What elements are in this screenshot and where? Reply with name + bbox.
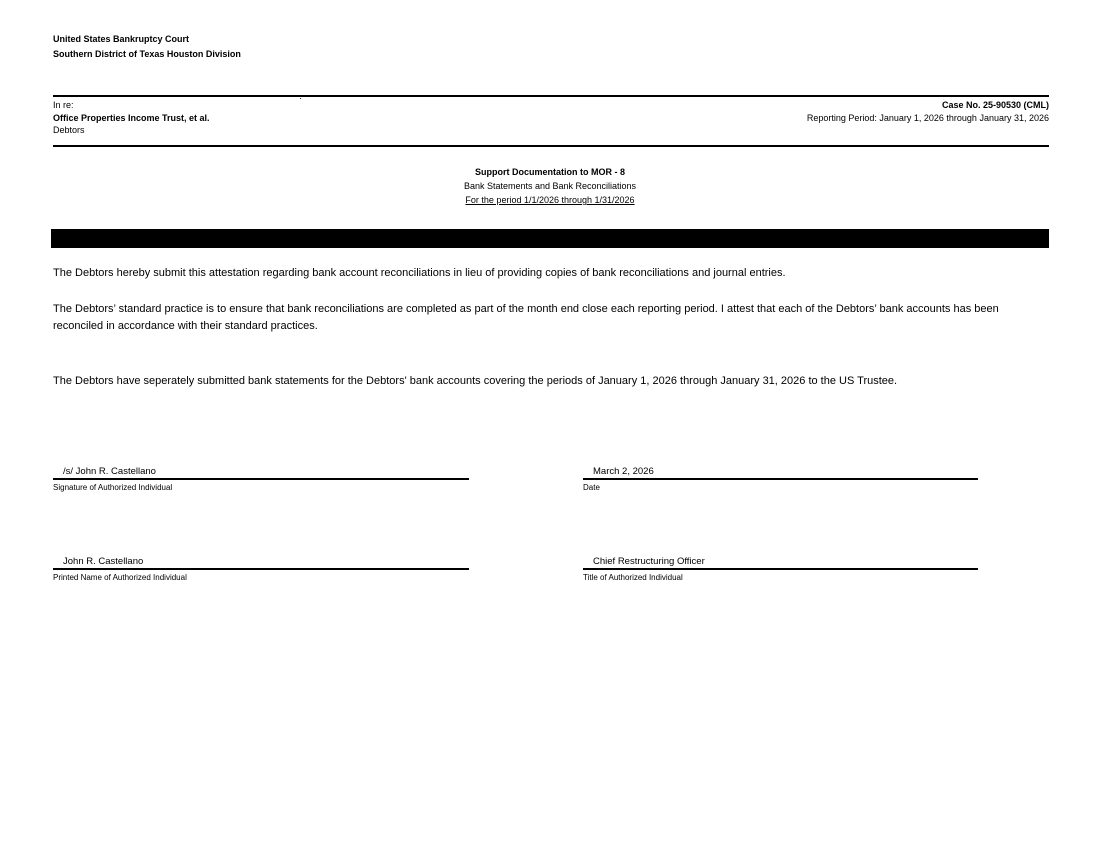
date-value: March 2, 2026 (593, 466, 654, 477)
date-line (583, 478, 978, 480)
support-period: For the period 1/1/2026 through 1/31/2026 (465, 195, 635, 205)
court-name: United States Bankruptcy Court (53, 34, 190, 44)
debtors-label: Debtors (53, 125, 85, 135)
signature-field (53, 466, 469, 493)
support-title-block (0, 165, 1097, 207)
title-value: Chief Restructuring Officer (593, 556, 705, 567)
stray-dot (300, 98, 301, 99)
support-title: Support Documentation to MOR - 8 (475, 167, 625, 177)
header-bottom-rule (53, 145, 1049, 147)
attestation-paragraph-1: The Debtors hereby submit this attestation regarding bank account reconciliations in lieu of providing copies of bank reconciliations and journal entries. (53, 267, 786, 279)
attestation-paragraph-3: The Debtors have seperately submitted bank statements for the Debtors' bank accounts covering the periods of January 1, 2026 through January 31, 2026 to the US Trustee. (53, 375, 898, 387)
reporting-period: Reporting Period: January 1, 2026 through January 31, 2026 (806, 112, 1049, 123)
header-top-rule (53, 95, 1049, 97)
signature-caption: Signature of Authorized Individual (53, 483, 173, 492)
in-re-label: In re: (53, 100, 74, 110)
printed-name-caption: Printed Name of Authorized Individual (53, 573, 187, 582)
case-caption-left (53, 99, 210, 137)
title-line (583, 568, 978, 570)
printed-name-field (53, 556, 469, 583)
signature-value: /s/ John R. Castellano (63, 466, 156, 477)
printed-name-value: John R. Castellano (63, 556, 144, 567)
case-number: Case No. 25-90530 (CML) (941, 100, 1049, 110)
case-caption-right (807, 99, 1049, 124)
date-field (583, 466, 978, 493)
title-field (583, 556, 978, 583)
printed-name-line (53, 568, 469, 570)
court-division: Southern District of Texas Houston Division (53, 49, 241, 59)
title-caption: Title of Authorized Individual (583, 573, 683, 582)
support-subtitle: Bank Statements and Bank Reconciliations (463, 181, 637, 191)
debtor-name: Office Properties Income Trust, et al. (53, 112, 210, 123)
date-caption: Date (583, 483, 600, 492)
section-divider-bar (51, 229, 1049, 248)
attestation-paragraph-2: The Debtors’ standard practice is to ensure that bank reconciliations are completed as part of the month end close each reporting period. I attest that each of the Debtors’ bank accounts has been reconciled in accordance with their standard practices. (53, 303, 999, 332)
signature-line (53, 478, 469, 480)
